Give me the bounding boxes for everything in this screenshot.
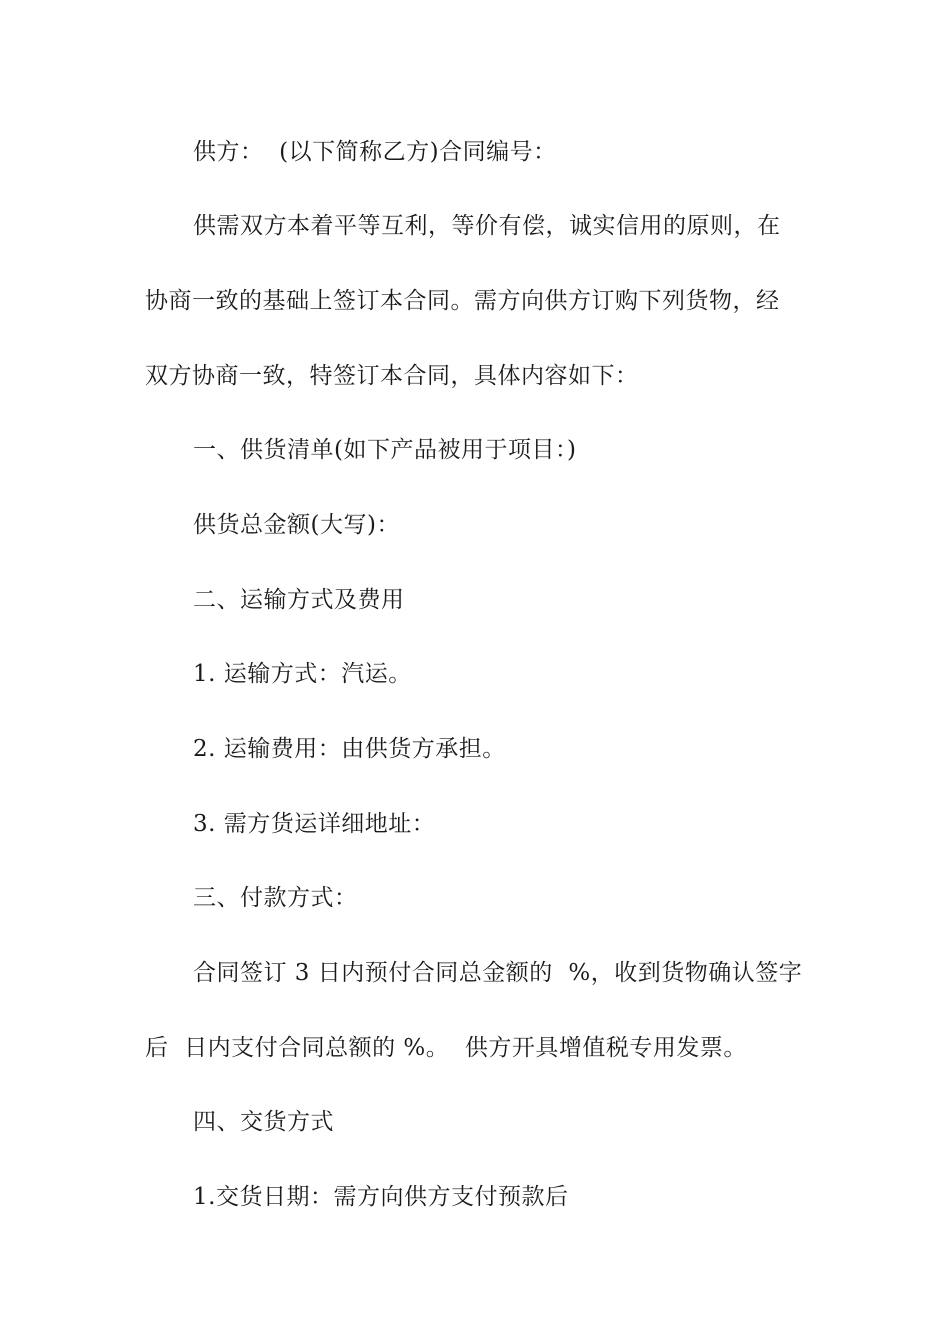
preamble-line-2: 协商一致的基础上签订本合同。需方向供方订购下列货物，经 — [145, 288, 780, 314]
preamble-line-3: 双方协商一致，特签订本合同，具体内容如下： — [145, 363, 639, 389]
section-3-heading: 三、付款方式： — [193, 885, 358, 911]
payment-line-1: 合同签订 3 日内预付合同总金额的 %，收到货物确认签字 — [193, 960, 803, 986]
transport-cost-line: 2. 运输费用：由供货方承担。 — [193, 736, 506, 762]
section-4-heading: 四、交货方式 — [193, 1109, 334, 1135]
total-amount-line: 供货总金额(大写)： — [193, 512, 400, 538]
supplier-line: 供方： (以下简称乙方)合同编号： — [193, 139, 557, 165]
delivery-date-line: 1.交货日期：需方向供方支付预款后 — [193, 1184, 569, 1210]
section-1-heading: 一、供货清单(如下产品被用于项目：) — [193, 437, 577, 463]
section-2-heading: 二、运输方式及费用 — [193, 587, 405, 613]
delivery-address-line: 3. 需方货运详细地址： — [193, 811, 436, 837]
payment-line-2: 后 日内支付合同总额的 %。 供方开具增值税专用发票。 — [145, 1035, 747, 1061]
preamble-line-1: 供需双方本着平等互利，等价有偿，诚实信用的原则，在 — [193, 213, 781, 239]
transport-method-line: 1. 运输方式：汽运。 — [193, 661, 412, 687]
